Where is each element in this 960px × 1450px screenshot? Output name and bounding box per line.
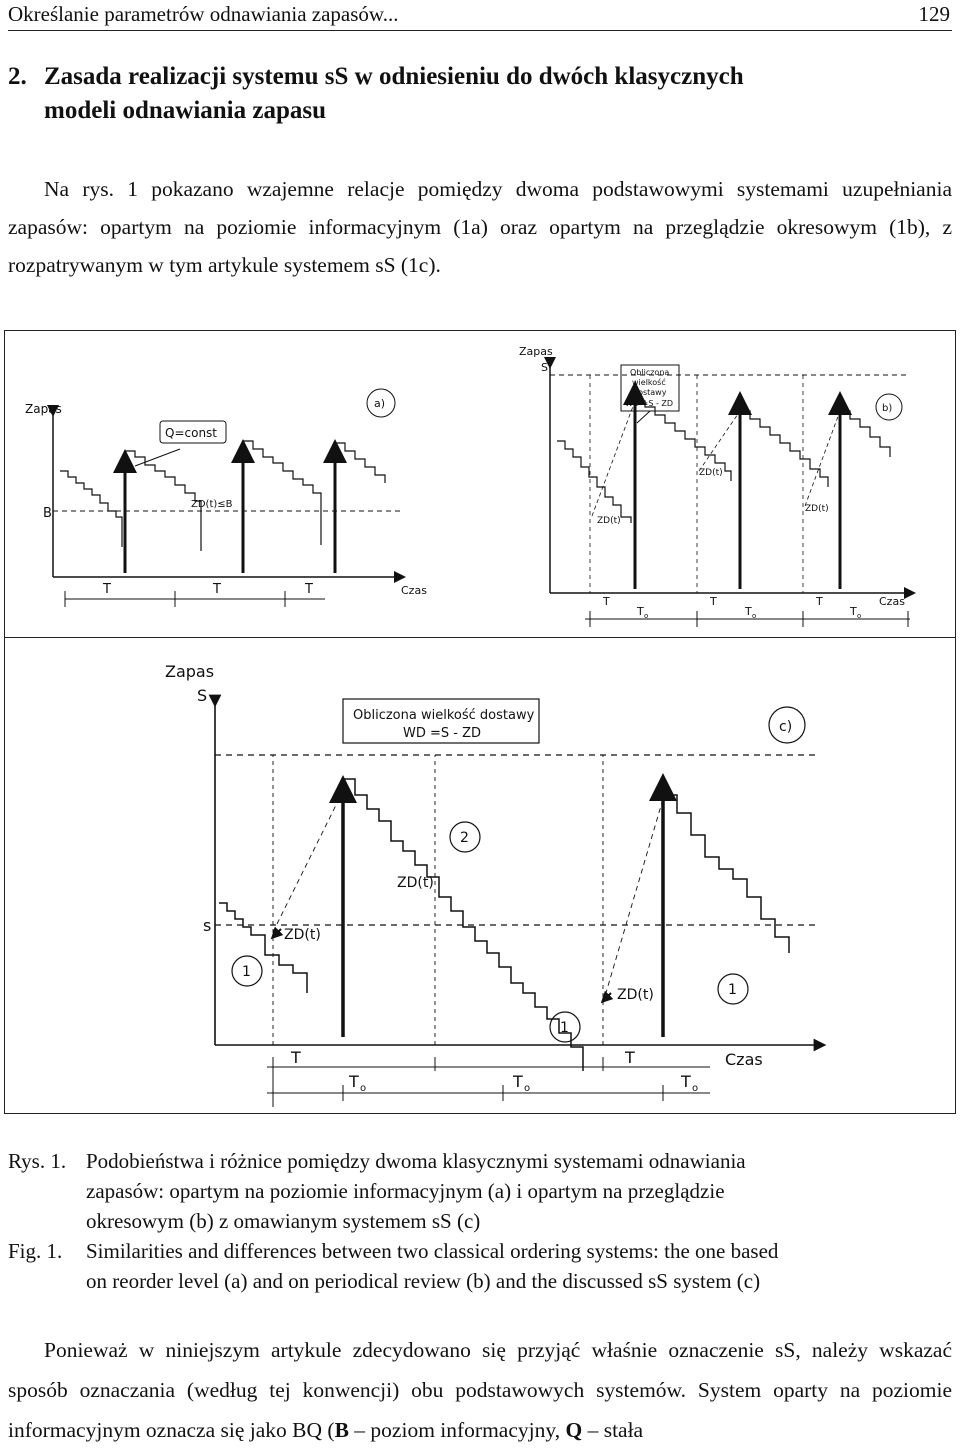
panel-a-ylabel: Zapas (25, 402, 62, 416)
panel-b-xlabel: Czas (879, 595, 905, 608)
section-number: 2. (8, 63, 27, 90)
panel-c-zd-2: ZD(t) (284, 927, 321, 943)
panel-b-lead-3: T (850, 605, 857, 618)
caption-polish-line3: okresowym (b) z omawianym systemem sS (c) (86, 1209, 481, 1233)
panel-b-box-line4: WD =S - ZD (625, 399, 674, 408)
panel-b-period-2: T (710, 595, 717, 608)
running-header (8, 2, 952, 31)
panel-c-ylabel: Zapas (165, 662, 215, 681)
paragraph-2 (8, 1330, 952, 1450)
panel-a (53, 389, 400, 607)
intro-text: Na rys. 1 pokazano wzajemne relacje pomiędzy dwoma podstawowymi systemami uzupełniania zapasów: opartym na poziomie informacyjnym (1a) oraz opartym na przeglądzie okresowym (1b), z rozpatrywanym w tym artykule systemem sS (1c). (8, 177, 952, 277)
figure-1 (4, 330, 956, 1114)
panel-a-level-label: B (43, 506, 52, 521)
panel-b-period-1: T (603, 595, 610, 608)
svg-text:o: o (857, 612, 862, 620)
panel-c-marker-1c-label: 1 (728, 982, 737, 998)
panel-b-box-line2: wielkość (632, 378, 666, 387)
svg-text:o: o (644, 612, 649, 620)
panel-c-box-line1: Obliczona wielkość dostawy (353, 708, 535, 723)
panel-c-period-2: T (625, 1048, 635, 1067)
running-title: Określanie parametrów odnawiania zapasów... (8, 2, 399, 26)
panel-a-circle-label: a) (374, 397, 386, 410)
panel-b-circle-label: b) (882, 403, 893, 414)
panel-c-zd-1: ZD(t) (397, 875, 434, 891)
section-heading (8, 60, 938, 128)
intro-paragraph (8, 170, 952, 284)
section-title-line1: Zasada realizacji systemu sS w odniesieniu do dwóch klasycznych (44, 63, 744, 90)
panel-b-period-3: T (816, 595, 823, 608)
caption-english-line1: Similarities and differences between two classical ordering systems: the one based (86, 1239, 779, 1263)
panel-c-box-line2: WD =S - ZD (403, 726, 482, 741)
panel-b-zd-3: ZD(t) (805, 504, 829, 514)
panel-b-box-line3: dostawy (633, 388, 667, 397)
panel-a-xlabel: Czas (401, 584, 427, 597)
panel-a-period-2: T (213, 582, 221, 597)
caption-polish-line2: zapasów: opartym na poziomie informacyjnym (a) i opartym na przeglądzie (86, 1179, 725, 1203)
panel-c-xlabel: Czas (725, 1050, 763, 1069)
panel-b (550, 363, 910, 627)
panel-c-period-1: T (291, 1048, 301, 1067)
panel-a-period-1: T (103, 582, 111, 597)
svg-text:o: o (752, 612, 757, 620)
panel-b-zd-1: ZD(t) (597, 516, 621, 526)
panel-c (215, 699, 820, 1107)
panel-b-ylabel: Zapas (519, 345, 553, 358)
panel-c-lead-1: T (349, 1072, 359, 1091)
caption-english-label: Fig. 1. (8, 1239, 63, 1263)
panel-c-marker-2-label: 2 (460, 830, 469, 846)
panel-c-level-S-label: S (197, 686, 208, 705)
section-title-line2: modeli odnawiania zapasu (44, 97, 327, 124)
panel-a-qbox-label: Q=const (165, 426, 218, 440)
panel-c-level-s-label: s (203, 916, 212, 935)
paragraph-2-text: Ponieważ w niniejszym artykule zdecydowano się przyjąć właśnie oznaczenie sS, należy wskazać sposób oznaczania (według tej konwencji) obu podstawowych systemów. System oparty na poziomie informacyjnym oznacza się jako BQ (B – poziom informacyjny, Q – stała (8, 1338, 952, 1442)
svg-text:o: o (360, 1083, 367, 1094)
panel-c-lead-2: T (513, 1072, 523, 1091)
caption-english-line2: on reorder level (a) and on periodical review (b) and the discussed sS system (c) (86, 1269, 761, 1293)
caption-polish-line1: Podobieństwa i różnice pomiędzy dwoma klasycznymi systemami odnawiania (86, 1149, 746, 1173)
caption-english (8, 1236, 952, 1296)
caption-polish-label: Rys. 1. (8, 1149, 67, 1173)
panel-b-level-label: S (541, 361, 548, 374)
panel-c-lead-3: T (681, 1072, 691, 1091)
svg-text:o: o (524, 1083, 531, 1094)
caption-polish (8, 1146, 952, 1236)
panel-b-zd-2: ZD(t) (699, 468, 723, 478)
panel-c-circle-label: c) (779, 719, 793, 735)
panel-b-lead-2: T (745, 605, 752, 618)
panel-b-lead-1: T (637, 605, 644, 618)
panel-c-zd-3: ZD(t) (617, 987, 654, 1003)
figure-diagram (5, 331, 957, 1115)
panel-b-box-line1: Obliczona (630, 368, 670, 377)
panel-a-zd-label: ZD(t)≤B (191, 499, 233, 510)
panel-c-marker-1b-label: 1 (560, 1020, 569, 1036)
page-number: 129 (918, 2, 950, 26)
svg-text:o: o (692, 1083, 699, 1094)
panel-a-period-3: T (305, 582, 313, 597)
panel-c-marker-1a-label: 1 (242, 964, 251, 980)
